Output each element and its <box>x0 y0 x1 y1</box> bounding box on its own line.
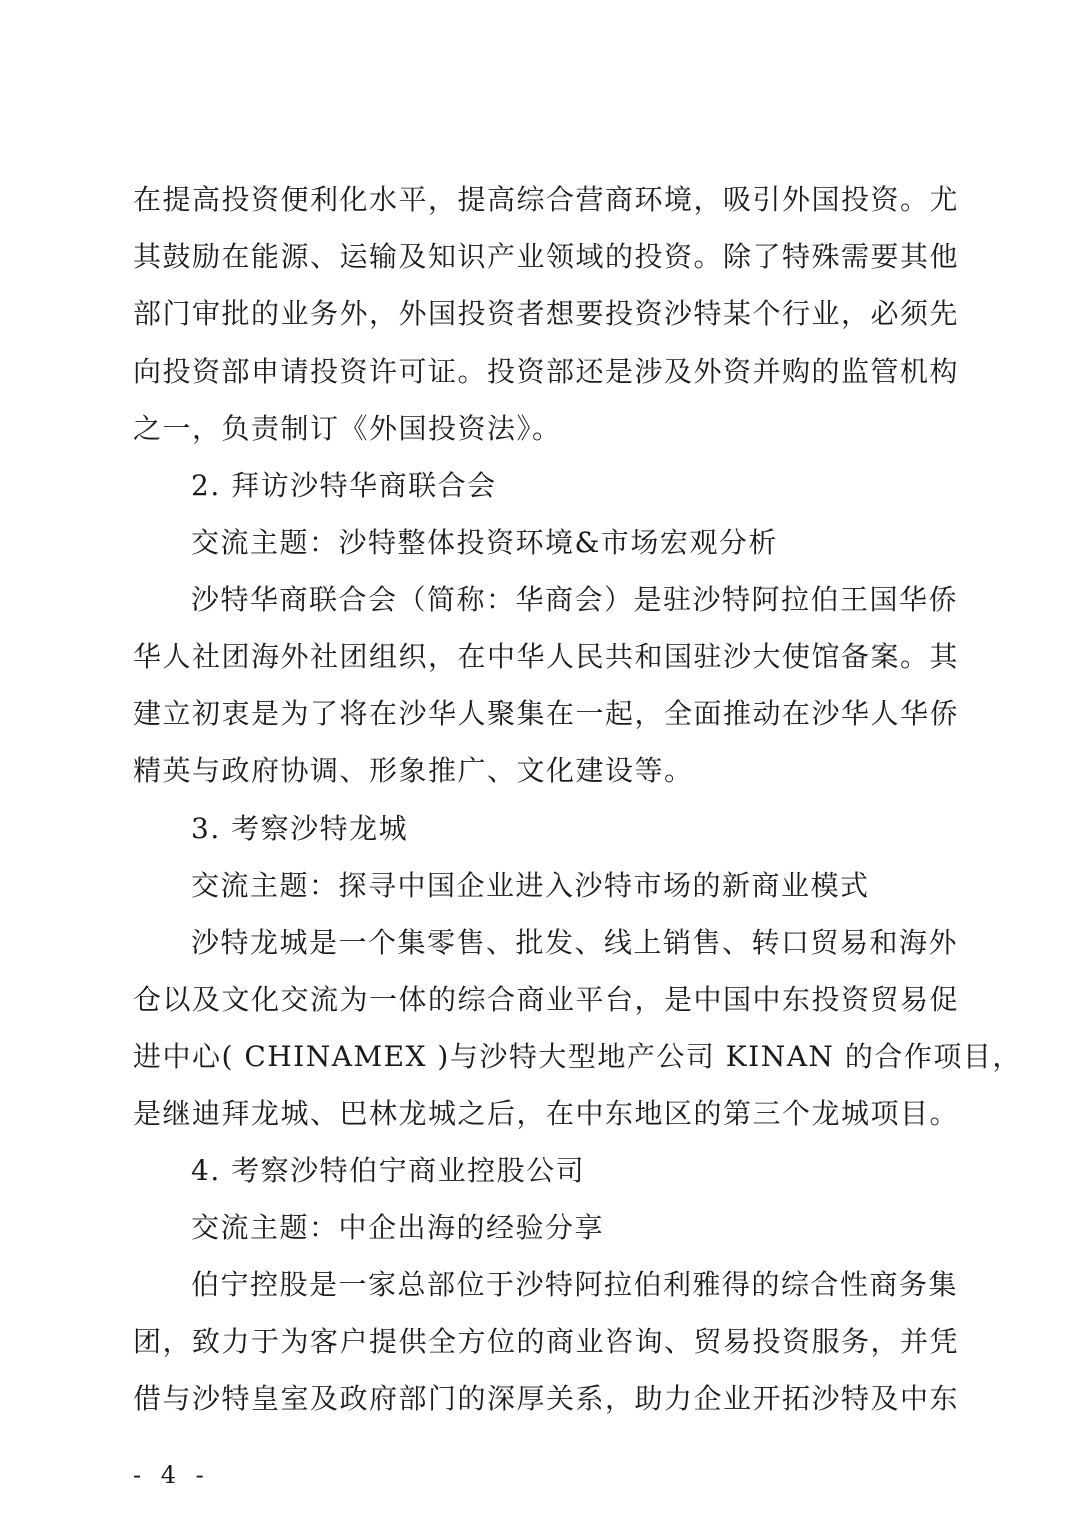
section-heading: 4. 考察沙特伯宁商业控股公司 <box>191 1154 586 1187</box>
text-line: 向投资部申请投资许可证。投资部还是涉及外资并购的监管机构 <box>133 355 960 388</box>
text-line: 建立初衷是为了将在沙华人聚集在一起，全面推动在沙华人华侨 <box>133 697 960 730</box>
exchange-topic: 交流主题：探寻中国企业进入沙特市场的新商业模式 <box>191 869 870 902</box>
text-line: 其鼓励在能源、运输及知识产业领域的投资。除了特殊需要其他 <box>133 240 960 273</box>
text-line: 伯宁控股是一家总部位于沙特阿拉伯利雅得的综合性商务集 <box>191 1268 959 1301</box>
text-line: 沙特龙城是一个集零售、批发、线上销售、转口贸易和海外 <box>191 926 959 959</box>
section-heading: 2. 拜访沙特华商联合会 <box>191 469 497 502</box>
text-line: 华人社团海外社团组织，在中华人民共和国驻沙大使馆备案。其 <box>133 640 960 673</box>
text-line: 进中心( CHINAMEX )与沙特大型地产公司 KINAN 的合作项目， <box>133 1040 1022 1073</box>
text-line: 精英与政府协调、形象推广、文化建设等。 <box>133 754 694 787</box>
text-line: 仓以及文化交流为一体的综合商业平台，是中国中东投资贸易促 <box>133 983 960 1016</box>
text-line: 是继迪拜龙城、巴林龙城之后，在中东地区的第三个龙城项目。 <box>133 1097 960 1130</box>
text-line: 之一，负责制订《外国投资法》。 <box>133 412 562 445</box>
text-line: 在提高投资便利化水平，提高综合营商环境，吸引外国投资。尤 <box>133 183 960 216</box>
text-line: 借与沙特皇室及政府部门的深厚关系，助力企业开拓沙特及中东 <box>133 1382 960 1415</box>
text-line: 部门审批的业务外，外国投资者想要投资沙特某个行业，必须先 <box>133 297 960 330</box>
text-line: 团，致力于为客户提供全方位的商业咨询、贸易投资服务，并凭 <box>133 1325 960 1358</box>
text-line: 沙特华商联合会（简称：华商会）是驻沙特阿拉伯王国华侨 <box>191 583 959 616</box>
page-number: - 4 - <box>133 1461 210 1489</box>
exchange-topic: 交流主题：沙特整体投资环境&市场宏观分析 <box>191 526 778 559</box>
exchange-topic: 交流主题：中企出海的经验分享 <box>191 1211 605 1244</box>
section-heading: 3. 考察沙特龙城 <box>191 812 409 845</box>
